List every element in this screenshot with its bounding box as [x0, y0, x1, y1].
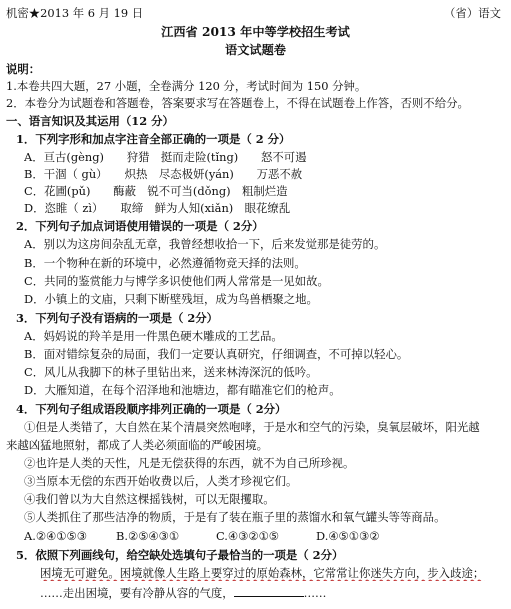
- q2-option-c: C．共同的鉴赏能力与博学多识使他们两人常常是一见如故。: [24, 274, 329, 288]
- q2-option-d: D．小镇上的文庙，只剩下断壁残垣，成为鸟兽栖聚之地。: [24, 292, 318, 306]
- q4-stem: 4．下列句子组成语段顺序排列正确的一项是（ 2分）: [16, 402, 287, 416]
- q3-option-c: C．风儿从我脚下的林子里钻出来，送来林涛深沉的低吟。: [24, 365, 318, 379]
- q3-option-d: D．大雁知道，在每个沼泽地和池塘边，都有瞄准它们的枪声。: [24, 383, 341, 397]
- q1-option-b: B．干涸（ gù） 炽热 尽态极妍(yán) 万恶不赦: [24, 167, 303, 181]
- notes-label: 说明：: [6, 62, 41, 76]
- q2-stem: 2．下列句子加点词语使用错误的一项是（ 2分）: [16, 219, 264, 233]
- q4-option-a: A.②④①⑤③: [24, 529, 87, 543]
- q3-option-b: B．面对错综复杂的局面，我们一定要认真研究，仔细调查，不可掉以轻心。: [24, 347, 409, 361]
- q4-sentence-5: ⑤人类抓住了那些洁净的物质，于是有了装在瓶子里的蒸馏水和氧气罐头等等商品。: [24, 510, 446, 524]
- q5-passage-line-1: [40, 566, 507, 581]
- q1-stem: 1．下列字形和加点字注音全部正确的一项是（ 2 分）: [16, 132, 291, 146]
- q4-option-d: D.④⑤①③②: [316, 529, 380, 543]
- q4-sentence-3: ③当原本无偿的东西开始收费以后，人类才珍视它们。: [24, 474, 298, 488]
- header-row: [6, 6, 507, 21]
- header-left: 机密★2013 年 6 月 19 日: [6, 6, 144, 20]
- header-right: （省）语文: [444, 6, 501, 20]
- q4-sentence-4: ④我们曾以为大自然这棵摇钱树，可以无限攫取。: [24, 492, 275, 506]
- q5-stem: 5．依照下列画线句，给空缺处选填句子最恰当的一项是（ 2分）: [16, 548, 344, 562]
- exam-title: 江西省 2013 年中等学校招生考试: [161, 25, 350, 39]
- note-2: 2．本卷分为试题卷和答题卷，答案要求写在答题卷上，不得在试题卷上作答，否则不给分。: [6, 96, 469, 110]
- q2-option-a: A．别以为这房间杂乱无章，我曾经想收拾一下，后来发觉那是徒劳的。: [24, 237, 386, 251]
- q2-option-b: B．一个物种在新的环境中，必然遵循物竞天择的法则。: [24, 256, 306, 270]
- q1-option-d: D．恣睢（ zì） 取缔 鲜为人知(xiǎn) 眼花缭乱: [24, 201, 291, 215]
- q5-answer-blank[interactable]: [234, 586, 304, 597]
- q5-passage-line-2: [40, 586, 507, 601]
- q4-option-c: C.④③②①⑤: [216, 529, 279, 543]
- q1-option-a: A．亘古(gèng) 狩猎 挺而走险(tǐng) 怒不可遏: [24, 150, 307, 164]
- section-heading: 一、语言知识及其运用（12 分）: [6, 114, 174, 128]
- q4-option-b: B.②⑤④③①: [116, 529, 180, 543]
- q5-underlined-sentence: 困境无可避免。困境就像人生路上要穿过的原始森林，它常常让你迷失方向，步入歧途；: [40, 566, 485, 580]
- q4-sentence-2: ②也许是人类的天性，凡是无偿获得的东西，就不为自己所珍视。: [24, 456, 355, 470]
- exam-subtitle: 语文试题卷: [225, 43, 286, 57]
- q3-option-a: A．妈妈说的羚羊是用一件黑色硬木雕成的工艺品。: [24, 329, 283, 343]
- note-1: 1.本卷共四大题，27 小题，全卷满分 120 分，考试时间为 150 分钟。: [6, 79, 367, 93]
- q4-options: [24, 529, 507, 544]
- q4-sentence-1: ①但是人类错了，大自然在某个清晨突然咆哮，于是水和空气的污染，臭氧层破坏，阳光越: [24, 420, 480, 434]
- q5-line2-tail: ……: [303, 586, 327, 600]
- q4-sentence-1-cont: 来越凶猛地照射，都成了人类必须面临的严峻困境。: [6, 438, 268, 452]
- q3-stem: 3．下列句子没有语病的一项是（ 2分）: [16, 311, 219, 325]
- q5-line2-text: ……走出困境，要有冷静从容的气度，: [40, 586, 234, 600]
- q1-option-c: C．花圃(pǔ) 酶蔽 锐不可当(dǒng) 粗制烂造: [24, 184, 288, 198]
